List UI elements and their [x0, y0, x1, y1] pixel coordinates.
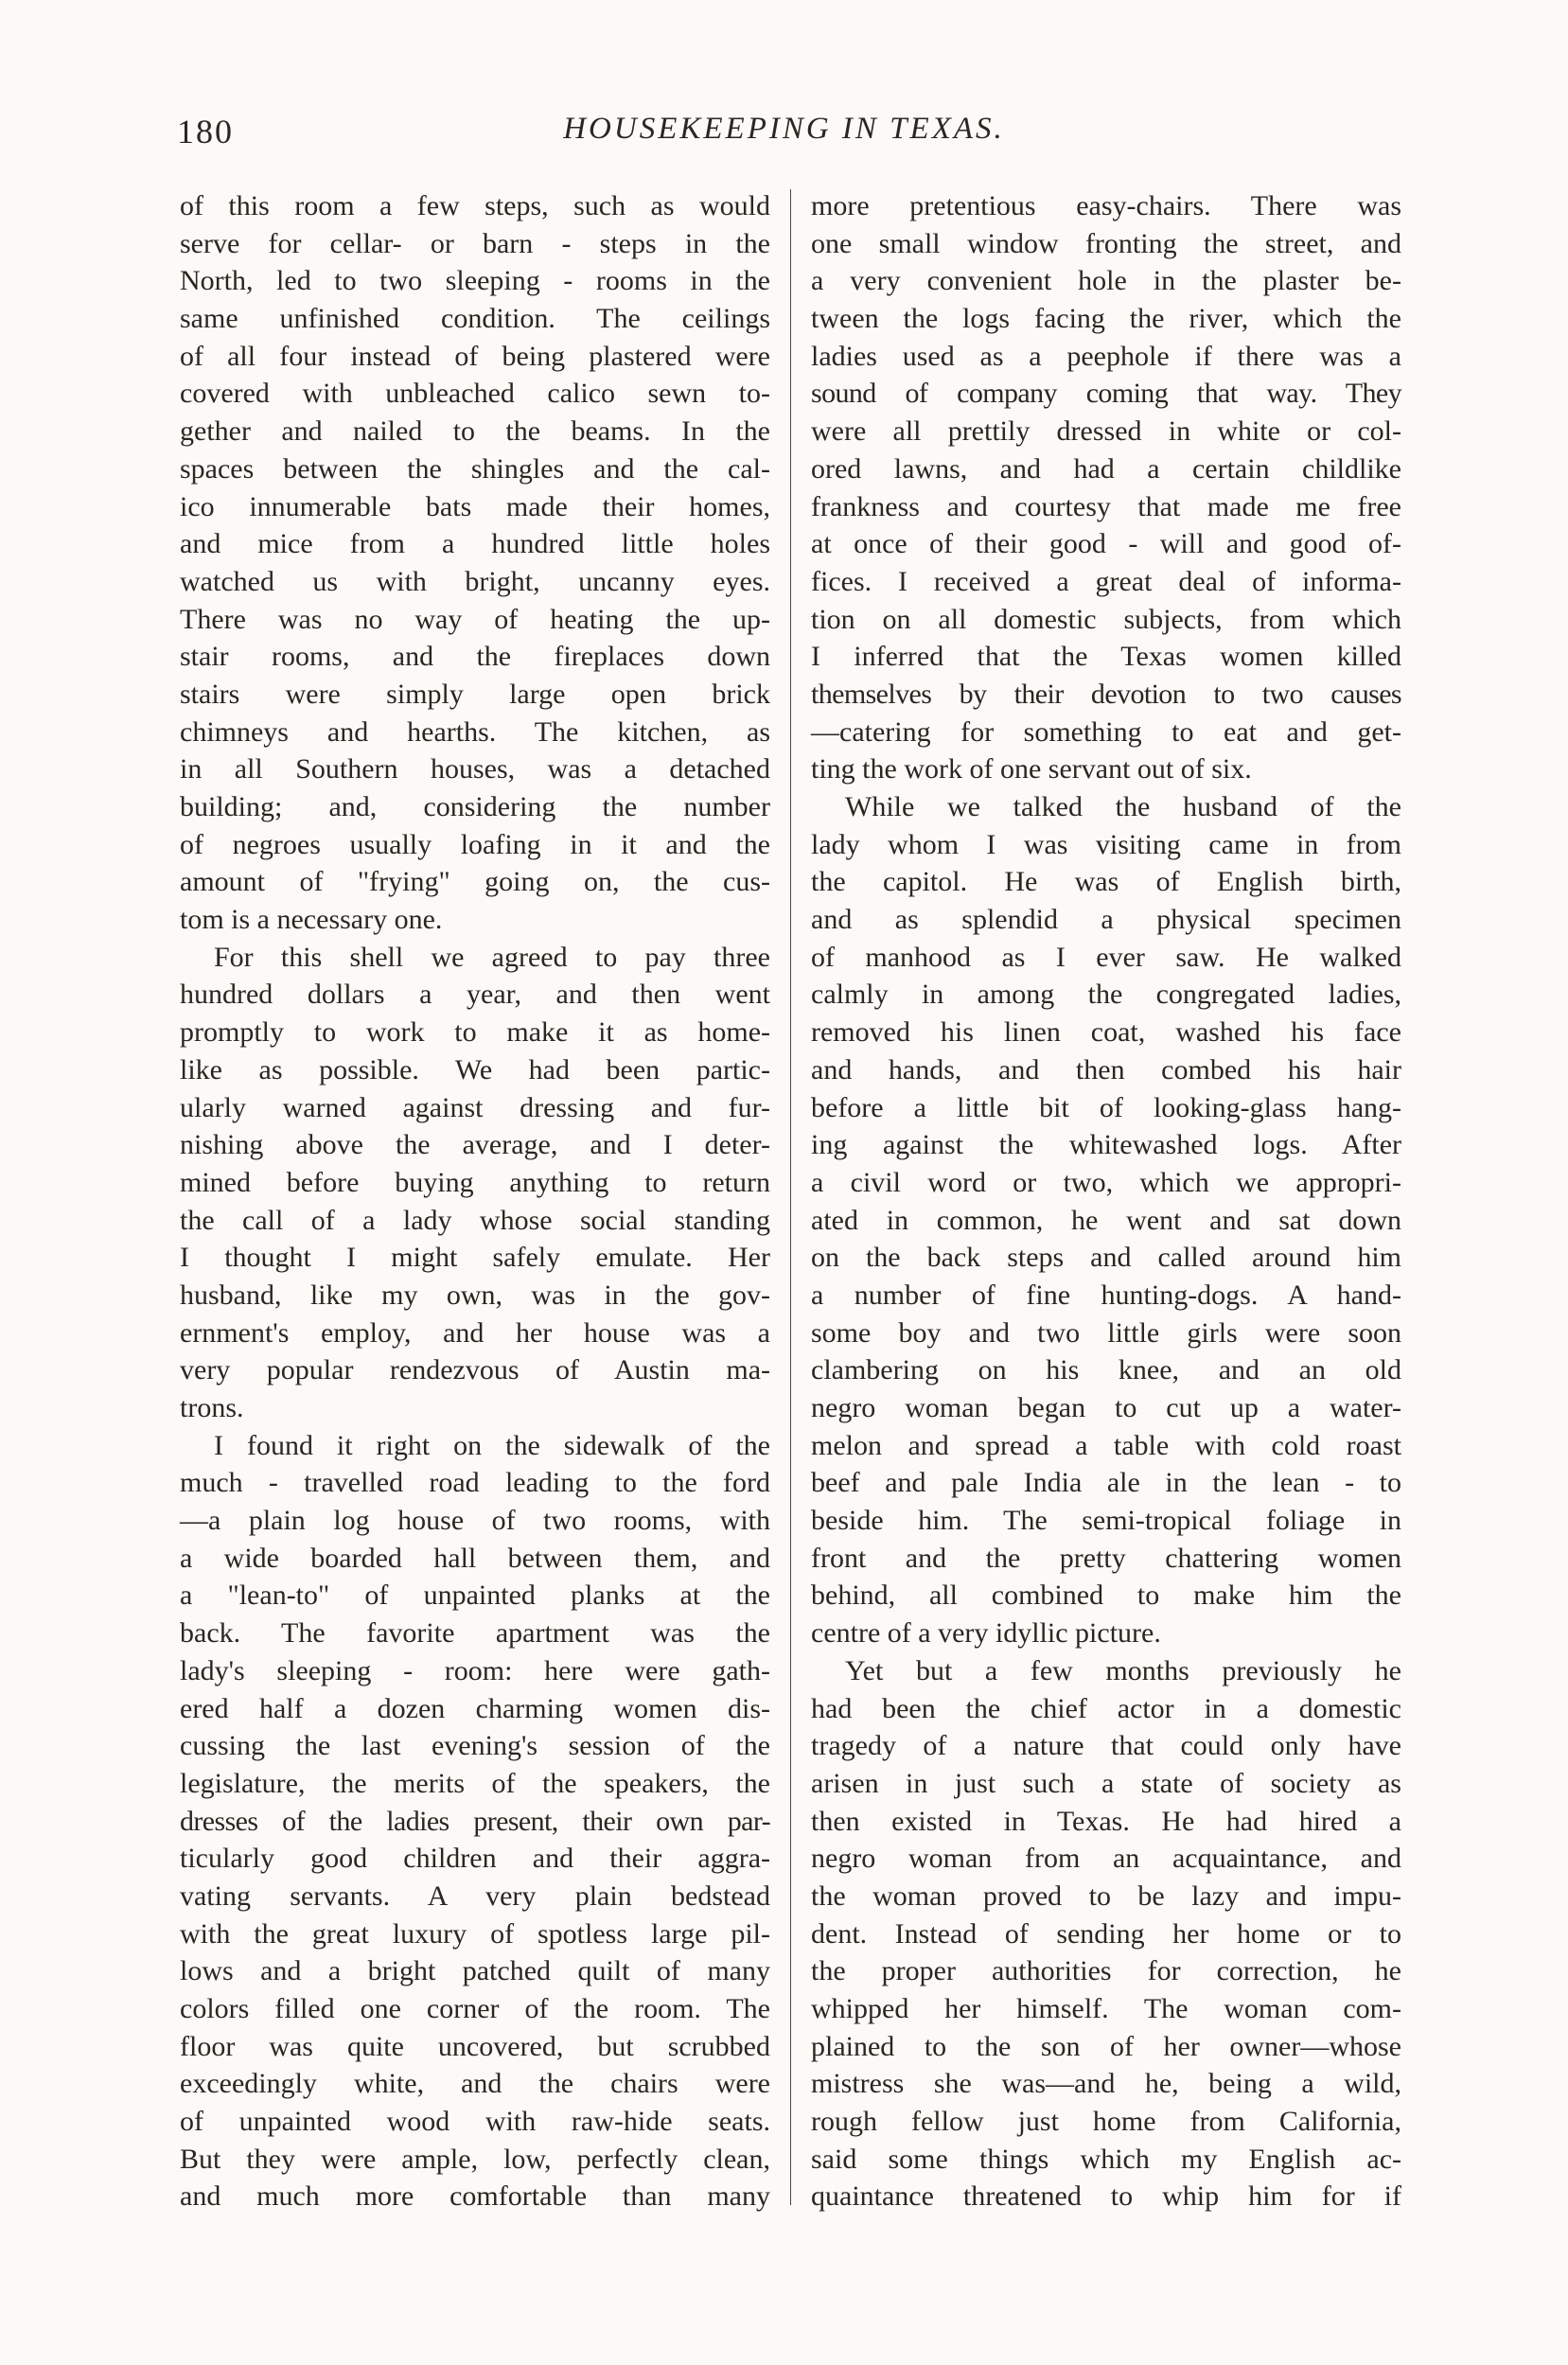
text-line: in all Southern houses, was a detached [180, 753, 770, 785]
text-line: ernment's employ, and her house was a [180, 1316, 770, 1349]
text-line: a very convenient hole in the plaster be- [811, 265, 1401, 297]
text-line: themselves by their devotion to two causes [811, 678, 1401, 710]
text-line: clambering on his knee, and an old [811, 1354, 1401, 1386]
text-line: a wide boarded hall between them, and [180, 1542, 770, 1574]
text-line: beside him. The semi-tropical foliage in [811, 1505, 1401, 1537]
text-line: frankness and courtesy that made me free [811, 490, 1401, 522]
text-line: stair rooms, and the fireplaces down [180, 641, 770, 673]
text-line: hundred dollars a year, and then went [180, 979, 770, 1011]
text-line: of negroes usually loafing in it and the [180, 828, 770, 860]
text-line: exceedingly white, and the chairs were [180, 2068, 770, 2100]
text-line: —catering for something to eat and get- [811, 715, 1401, 748]
text-line: much - travelled road leading to the ford [180, 1467, 770, 1499]
text-line: mined before buying anything to return [180, 1166, 770, 1198]
text-line: I found it right on the sidewalk of the [214, 1429, 770, 1461]
text-line: nishing above the average, and I deter- [180, 1129, 770, 1161]
text-line: husband, like my own, was in the gov- [180, 1279, 770, 1311]
right-text-column [811, 187, 1401, 2215]
text-line: the capitol. He was of English birth, [811, 866, 1401, 898]
text-line: were all prettily dressed in white or col- [811, 415, 1401, 448]
text-line: said some things which my English ac- [811, 2143, 1401, 2175]
text-line: ored lawns, and had a certain childlike [811, 452, 1401, 485]
text-line: ing against the whitewashed logs. After [811, 1129, 1401, 1161]
text-line: the proper authorities for correction, he [811, 1955, 1401, 1987]
text-line: mistress she was—and he, being a wild, [811, 2068, 1401, 2100]
text-line: and hands, and then combed his hair [811, 1053, 1401, 1085]
text-line: front and the pretty chattering women [811, 1542, 1401, 1574]
text-line: tom is a necessary one. [180, 904, 443, 936]
text-line: ladies used as a peephole if there was a [811, 340, 1401, 372]
text-line: building; and, considering the number [180, 791, 770, 822]
text-line: serve for cellar- or barn - steps in the [180, 227, 770, 259]
text-line: gether and nailed to the beams. In the [180, 415, 770, 448]
text-line: behind, all combined to make him the [811, 1580, 1401, 1612]
text-line: dent. Instead of sending her home or to [811, 1917, 1401, 1950]
text-line: lady's sleeping - room: here were gath- [180, 1654, 770, 1686]
text-line: floor was quite uncovered, but scrubbed [180, 2030, 770, 2062]
text-line: chimneys and hearths. The kitchen, as [180, 715, 770, 748]
text-line: the call of a lady whose social standing [180, 1204, 770, 1236]
text-line: ting the work of one servant out of six. [811, 753, 1252, 785]
text-line: legislature, the merits of the speakers, the [180, 1767, 770, 1799]
text-line: plained to the son of her owner—whose [811, 2030, 1401, 2062]
text-line: cussing the last evening's session of the [180, 1730, 770, 1762]
text-line: removed his linen coat, washed his face [811, 1016, 1401, 1049]
text-line: Yet but a few months previously he [845, 1654, 1401, 1686]
text-line: There was no way of heating the up- [180, 603, 770, 635]
text-line: a civil word or two, which we appropri- [811, 1166, 1401, 1198]
text-line: and mice from a hundred little holes [180, 528, 770, 560]
text-line: While we talked the husband of the [845, 791, 1401, 822]
text-line: But they were ample, low, perfectly clean, [180, 2143, 770, 2175]
text-line: covered with unbleached calico sewn to- [180, 378, 770, 410]
running-title: HOUSEKEEPING IN TEXAS. [563, 112, 1005, 146]
text-line: watched us with bright, uncanny eyes. [180, 565, 770, 597]
text-line: fices. I received a great deal of informa- [811, 565, 1401, 597]
text-line: arisen in just such a state of society as [811, 1767, 1401, 1799]
text-line: same unfinished condition. The ceilings [180, 303, 770, 335]
text-line: before a little bit of looking-glass hang- [811, 1091, 1401, 1123]
text-line: some boy and two little girls were soon [811, 1316, 1401, 1349]
text-line: the woman proved to be lazy and impu- [811, 1880, 1401, 1912]
text-line: on the back steps and called around him [811, 1242, 1401, 1274]
text-line: and much more comfortable than many [180, 2180, 770, 2213]
text-line: a number of fine hunting-dogs. A hand- [811, 1279, 1401, 1311]
text-line: of unpainted wood with raw-hide seats. [180, 2106, 770, 2138]
text-line: trons. [180, 1392, 244, 1423]
text-line: of all four instead of being plastered were [180, 340, 770, 372]
text-line: sound of company coming that way. They [811, 378, 1401, 410]
text-line: one small window fronting the street, and [811, 227, 1401, 259]
running-head [0, 112, 1568, 159]
text-line: of this room a few steps, such as would [180, 190, 770, 221]
text-line: I inferred that the Texas women killed [811, 641, 1401, 673]
text-line: beef and pale India ale in the lean - to [811, 1467, 1401, 1499]
page-number: 180 [177, 113, 234, 150]
text-line: North, led to two sleeping - rooms in the [180, 265, 770, 297]
text-line: then existed in Texas. He had hired a [811, 1805, 1401, 1837]
text-line: ered half a dozen charming women dis- [180, 1692, 770, 1724]
text-line: negro woman from an acquaintance, and [811, 1843, 1401, 1875]
column-divider [790, 189, 791, 2205]
text-line: For this shell we agreed to pay three [214, 941, 770, 973]
text-line: amount of "frying" going on, the cus- [180, 866, 770, 898]
text-line: —a plain log house of two rooms, with [180, 1505, 770, 1537]
text-line: negro woman began to cut up a water- [811, 1392, 1401, 1423]
text-line: colors filled one corner of the room. The [180, 1993, 770, 2024]
text-line: centre of a very idyllic picture. [811, 1617, 1161, 1650]
left-text-column [180, 187, 770, 2215]
text-line: tion on all domestic subjects, from which [811, 603, 1401, 635]
text-line: back. The favorite apartment was the [180, 1617, 770, 1650]
text-line: tragedy of a nature that could only have [811, 1730, 1401, 1762]
text-line: ticularly good children and their aggra- [180, 1843, 770, 1875]
text-line: more pretentious easy-chairs. There was [811, 190, 1401, 221]
text-line: tween the logs facing the river, which the [811, 303, 1401, 335]
text-line: and as splendid a physical specimen [811, 904, 1401, 936]
text-line: ularly warned against dressing and fur- [180, 1091, 770, 1123]
text-line: a "lean-to" of unpainted planks at the [180, 1580, 770, 1612]
text-line: ated in common, he went and sat down [811, 1204, 1401, 1236]
text-line: melon and spread a table with cold roast [811, 1429, 1401, 1461]
text-line: dresses of the ladies present, their own par- [180, 1805, 770, 1837]
text-line: quaintance threatened to whip him for if [811, 2180, 1401, 2213]
text-line: vating servants. A very plain bedstead [180, 1880, 770, 1912]
text-line: spaces between the shingles and the cal- [180, 452, 770, 485]
text-line: with the great luxury of spotless large pil- [180, 1917, 770, 1950]
text-line: lows and a bright patched quilt of many [180, 1955, 770, 1987]
text-line: I thought I might safely emulate. Her [180, 1242, 770, 1274]
text-line: promptly to work to make it as home- [180, 1016, 770, 1049]
text-line: of manhood as I ever saw. He walked [811, 941, 1401, 973]
text-line: had been the chief actor in a domestic [811, 1692, 1401, 1724]
text-line: very popular rendezvous of Austin ma- [180, 1354, 770, 1386]
text-line: lady whom I was visiting came in from [811, 828, 1401, 860]
text-line: stairs were simply large open brick [180, 678, 770, 710]
text-line: rough fellow just home from California, [811, 2106, 1401, 2138]
text-line: like as possible. We had been partic- [180, 1053, 770, 1085]
text-line: whipped her himself. The woman com- [811, 1993, 1401, 2024]
text-line: calmly in among the congregated ladies, [811, 979, 1401, 1011]
text-line: ico innumerable bats made their homes, [180, 490, 770, 522]
text-line: at once of their good - will and good of- [811, 528, 1401, 560]
